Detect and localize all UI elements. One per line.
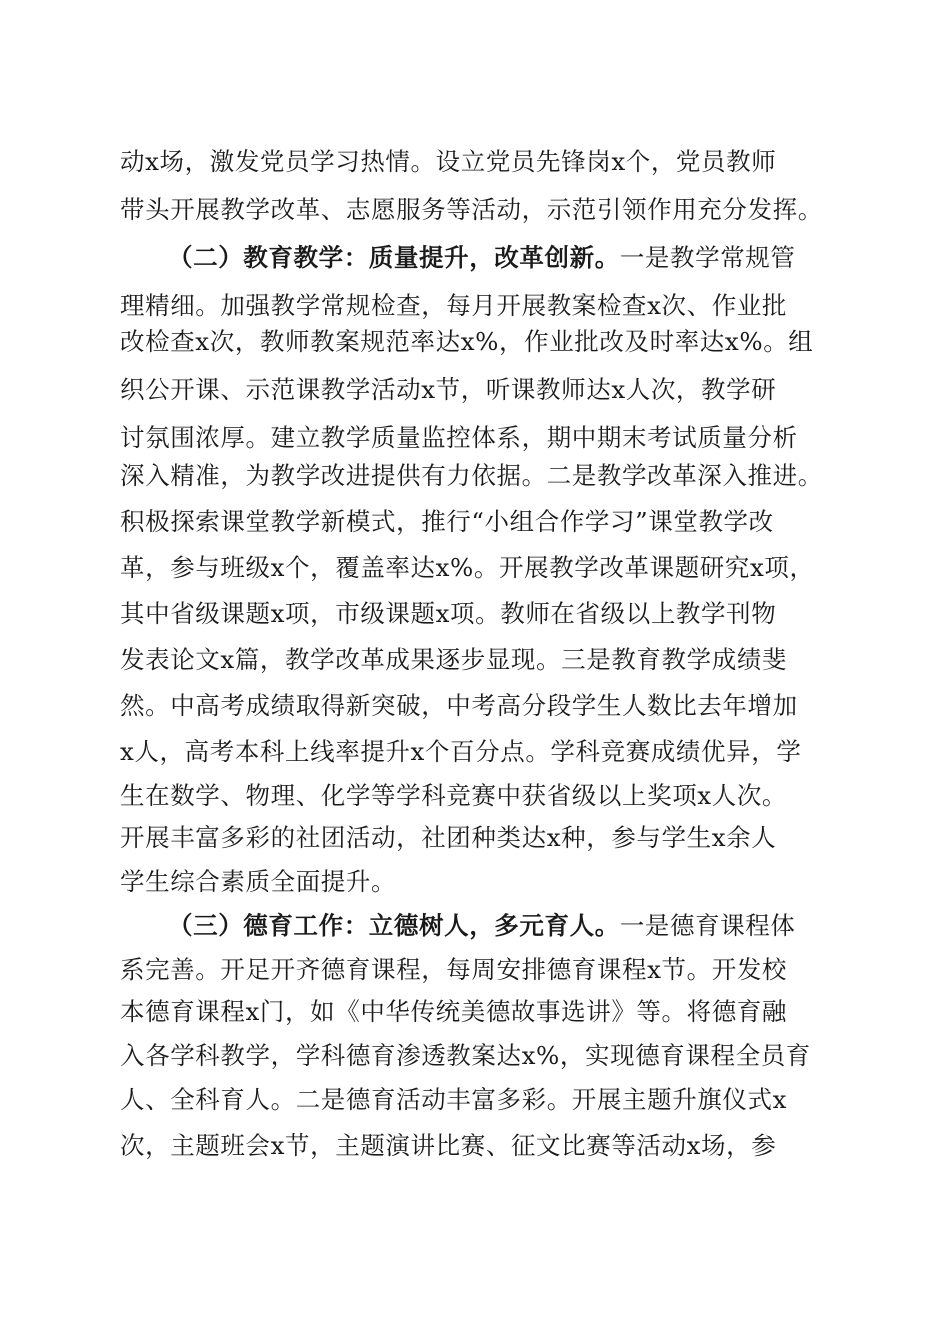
section-heading-line [168,906,796,946]
text-line: 织公开课、示范课教学活动x节，听课教师达x人次，教学研 [120,375,777,404]
text-line: 然。中高考成绩取得新突破，中考高分段学生人数比去年增加 [120,691,798,720]
section-heading-line [168,238,796,278]
text-line: 发表论文x篇，教学改革成果逐步显现。三是教育教学成绩斐 [120,645,788,674]
text-line: 学生综合素质全面提升。 [120,867,397,896]
text-line: 生在数学、物理、化学等学科竞赛中获省级以上奖项x人次。 [120,781,788,810]
text-line: 革，参与班级x个，覆盖率达x%。开展教学改革课题研究x项， [120,553,815,582]
text-line: 动x场，激发党员学习热情。设立党员先锋岗x个，党员教师 [120,147,777,176]
text-line: 带头开展教学改革、志愿服务等活动，示范引领作用充分发挥。 [120,195,823,224]
text-line: 系完善。开足开齐德育课程，每周安排德育课程x节。开发校 [120,955,788,984]
text-line: 改检查x次，教师教案规范率达x%，作业批改及时率达x%。组 [120,327,814,356]
text-line: 讨氛围浓厚。建立教学质量监控体系，期中期末考试质量分析 [120,423,798,452]
text-run: 一是教学常规管 [619,243,796,272]
text-line: 入各学科教学，学科德育渗透教案达x%，实现德育课程全员育 [120,1041,811,1070]
text-line: 理精细。加强教学常规检查，每月开展教案检查x次、作业批 [120,291,788,320]
section-heading: （三）德育工作：立德树人，多元育人。 [168,911,620,940]
text-line: 开展丰富多彩的社团活动，社团种类达x种，参与学生x余人 [120,823,777,852]
text-line: 积极探索课堂教学新模式，推行“小组合作学习”课堂教学改 [120,507,774,536]
text-run: 一是德育课程体 [619,911,796,940]
text-line: 人、全科育人。二是德育活动丰富多彩。开展主题升旗仪式x [120,1085,788,1114]
text-line: 次，主题班会x节，主题演讲比赛、征文比赛等活动x场，参 [120,1131,777,1160]
section-heading: （二）教育教学：质量提升，改革创新。 [168,243,620,272]
text-line: 深入精准，为教学改进提供有力依据。二是教学改革深入推进。 [120,461,823,490]
text-line: 其中省级课题x项，市级课题x项。教师在省级以上教学刊物 [120,599,777,628]
text-line: x人，高考本科上线率提升x个百分点。学科竞赛成绩优异，学 [120,737,802,766]
text-line: 本德育课程x门，如《中华传统美德故事选讲》等。将德育融 [120,997,788,1026]
